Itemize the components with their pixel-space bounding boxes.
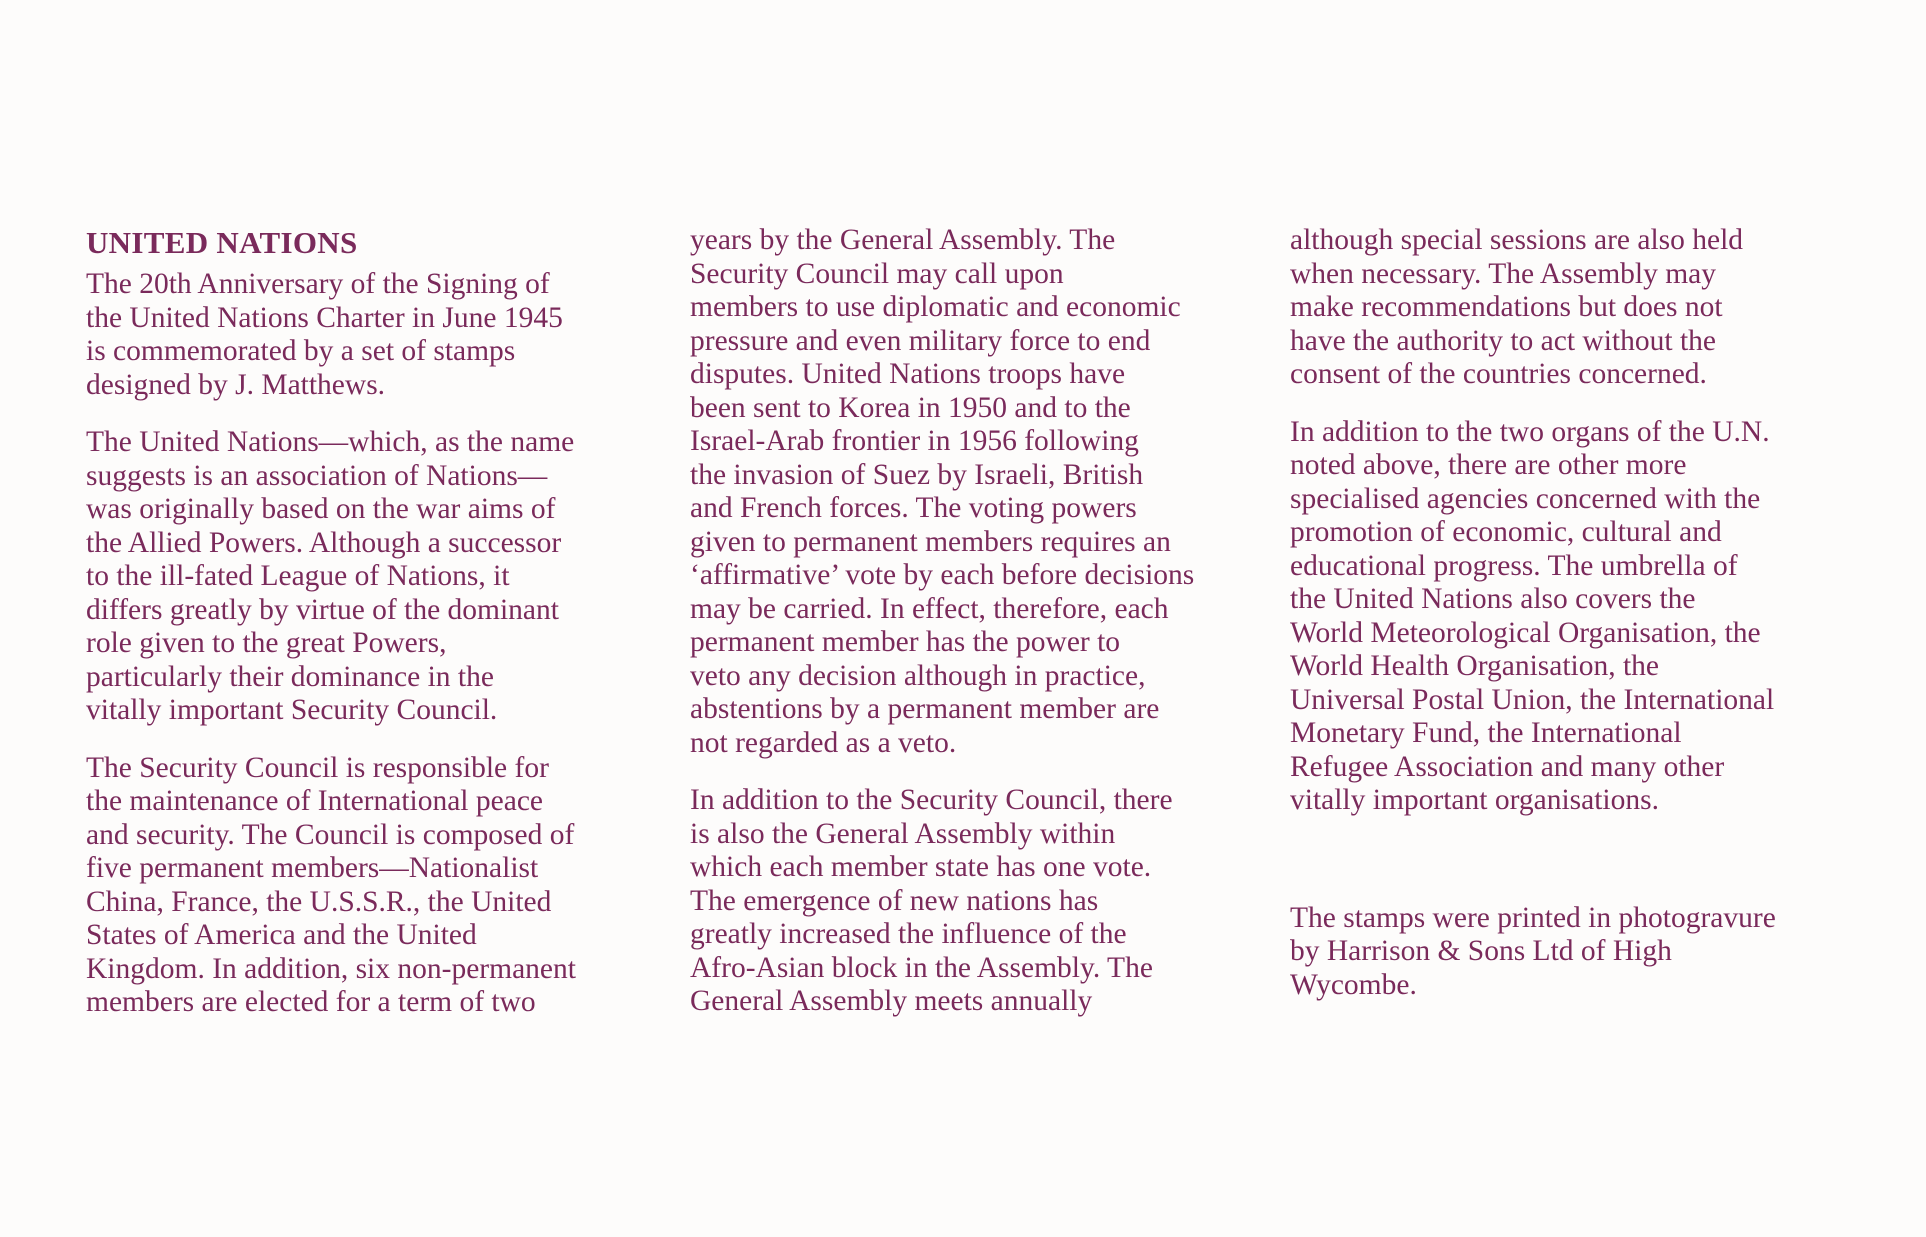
paragraph-printer-note: The stamps were printed in photogravure by Harrison & Sons Ltd of High Wycombe.: [1290, 901, 1776, 1001]
paragraph-general-assembly-continued: although special sessions are also held when necessary. The Assembly may make recommendations but does not have the authority to act without the consent of the countries concerned.: [1290, 224, 1744, 390]
paragraph-security-council-continued: years by the General Assembly. The Security Council may call upon members to use diplomatic and economic pressure and even military force to end disputes. United Nations troops have been sent to Korea in 1950 and to the Israel-Arab frontier in 1956 following the invasion of Suez by Israeli, British and French forces. The voting powers given to permanent members requires an ‘affirmative’ vote by each before decisions may be carried. In effect, therefore, each permanent member has the power to veto any decision although in practice, abstentions by a permanent member are not regarded as a veto.: [690, 224, 1195, 759]
column-3: [1290, 224, 1890, 1002]
paragraph-specialised-agencies: In addition to the two organs of the U.N. noted above, there are other more specialised agencies concerned with the promotion of economic, cultural and educational progress. The umbrella of the United Nations also covers the World Meteorological Organisation, the World Health Organisation, the Universal Postal Union, the International Monetary Fund, the International Refugee Association and many other vitally important organisations.: [1290, 415, 1775, 816]
paragraph-anniversary: The 20th Anniversary of the Signing of the United Nations Charter in June 1945 is commemorated by a set of stamps designed by J. Matthews.: [86, 268, 563, 401]
column-2: [690, 224, 1270, 1019]
paragraph-united-nations: The United Nations—which, as the name suggests is an association of Nations— was originally based on the war aims of the Allied Powers. Although a successor to the ill-fated League of Nations, it differs greatly by virtue of the dominant role given to the great Powers, particularly their dominance in the vitally important Security Council.: [86, 426, 575, 726]
paragraph-security-council: The Security Council is responsible for the maintenance of International peace and security. The Council is composed of five permanent members—Nationalist China, France, the U.S.S.R., the United States of America and the United Kingdom. In addition, six non-permanent members are elected for a term of two: [86, 751, 576, 1018]
paragraph-general-assembly: In addition to the Security Council, there is also the General Assembly within which each member state has one vote. The emergence of new nations has greatly increased the influence of the Afro-Asian block in the Assembly. The General Assembly meets annually: [690, 784, 1173, 1017]
column-1: [86, 224, 666, 1020]
document-heading: UNITED NATIONS: [86, 225, 358, 260]
